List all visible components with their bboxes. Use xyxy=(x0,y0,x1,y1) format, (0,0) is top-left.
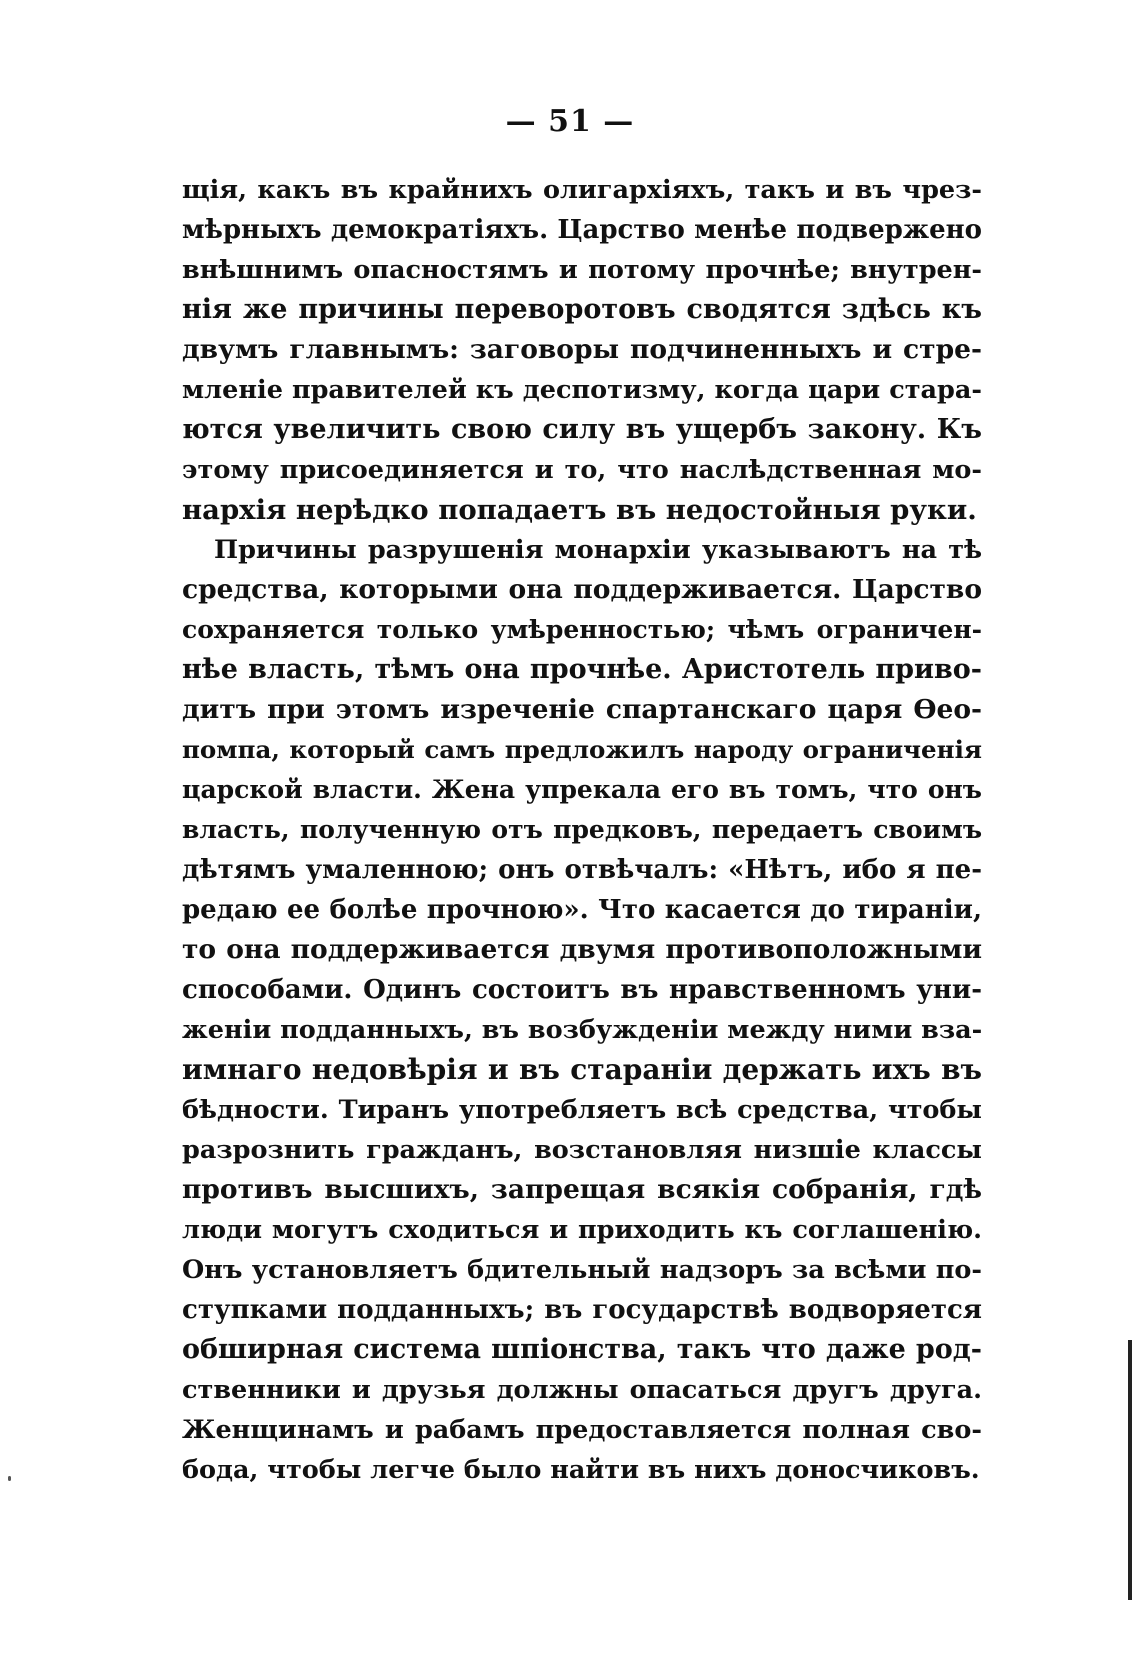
text-line: ступками подданныхъ; въ государствѣ водворяется xyxy=(182,1295,982,1325)
text-line: бода, чтобы легче было найти въ нихъ доносчиковъ. xyxy=(182,1455,980,1485)
text-line: редаю ее болѣе прочною». Что касается до тираніи, xyxy=(182,895,982,925)
text-line: люди могутъ сходиться и приходить къ соглашенію. xyxy=(182,1215,982,1245)
text-line: способами. Одинъ состоитъ въ нравственномъ уни- xyxy=(182,975,982,1005)
text-line: средства, которыми она поддерживается. Царство xyxy=(182,574,982,605)
text-line: царской власти. Жена упрекала его въ томъ, что онъ xyxy=(182,775,982,804)
text-line: нархія нерѣдко попадаетъ въ недостойныя руки. xyxy=(182,494,977,526)
text-line: внѣшнимъ опасностямъ и потому прочнѣе; внутрен- xyxy=(182,255,982,285)
text-line: Женщинамъ и рабамъ предоставляется полная сво- xyxy=(182,1415,982,1445)
text-line: власть, полученную отъ предковъ, передаетъ своимъ xyxy=(182,815,982,844)
text-line: обширная система шпіонства, такъ что даже род- xyxy=(182,1334,982,1365)
text-line: щія, какъ въ крайнихъ олигархіяхъ, такъ и въ чрез- xyxy=(182,175,982,205)
text-line: этому присоединяется и то, что наслѣдственная мо- xyxy=(182,455,982,485)
text-line: дѣтямъ умаленною; онъ отвѣчалъ: «Нѣтъ, ибо я пе- xyxy=(182,855,982,885)
text-line: нія же причины переворотовъ сводятся здѣсь къ xyxy=(182,294,982,325)
paragraph-1 xyxy=(182,170,982,530)
scan-speck xyxy=(8,1476,11,1481)
text-line: бѣдности. Тиранъ употребляетъ всѣ средства, чтобы xyxy=(182,1095,982,1125)
text-line: мѣрныхъ демократіяхъ. Царство менѣе подвержено xyxy=(182,215,982,245)
text-line: двумъ главнымъ: заговоры подчиненныхъ и стре- xyxy=(182,334,982,365)
text-line: дитъ при этомъ изреченіе спартанскаго царя Өео- xyxy=(182,694,982,725)
text-line: то она поддерживается двумя противоположными xyxy=(182,934,982,965)
text-line: Онъ установляетъ бдительный надзоръ за всѣми по- xyxy=(182,1255,982,1285)
text-line: женіи подданныхъ, въ возбужденіи между ними вза- xyxy=(182,1015,983,1045)
text-line: мленіе правителей къ деспотизму, когда цари стара- xyxy=(182,375,982,405)
text-line: ются увеличить свою силу въ ущербъ закону. Къ xyxy=(182,414,982,445)
text-line: разрознить гражданъ, возстановляя низшіе классы xyxy=(182,1135,982,1165)
scan-edge-mark xyxy=(1128,1340,1132,1600)
paragraph-2 xyxy=(182,530,982,1490)
text-line: имнаго недовѣрія и въ стараніи держать ихъ въ xyxy=(182,1053,982,1086)
text-line: сохраняется только умѣренностью; чѣмъ ограничен- xyxy=(182,615,982,644)
text-line: помпа, который самъ предложилъ народу ограниченія xyxy=(182,735,982,764)
text-line: нѣе власть, тѣмъ она прочнѣе. Аристотель приво- xyxy=(182,654,982,685)
text-line: Причины разрушенія монархіи указываютъ на тѣ xyxy=(214,535,982,565)
page-number: — 51 — xyxy=(505,104,635,139)
text-line: противъ высшихъ, запрещая всякія собранія, гдѣ xyxy=(182,1174,982,1205)
text-line: ственники и друзья должны опасаться другъ друга. xyxy=(182,1375,982,1405)
body-text xyxy=(182,170,982,1490)
